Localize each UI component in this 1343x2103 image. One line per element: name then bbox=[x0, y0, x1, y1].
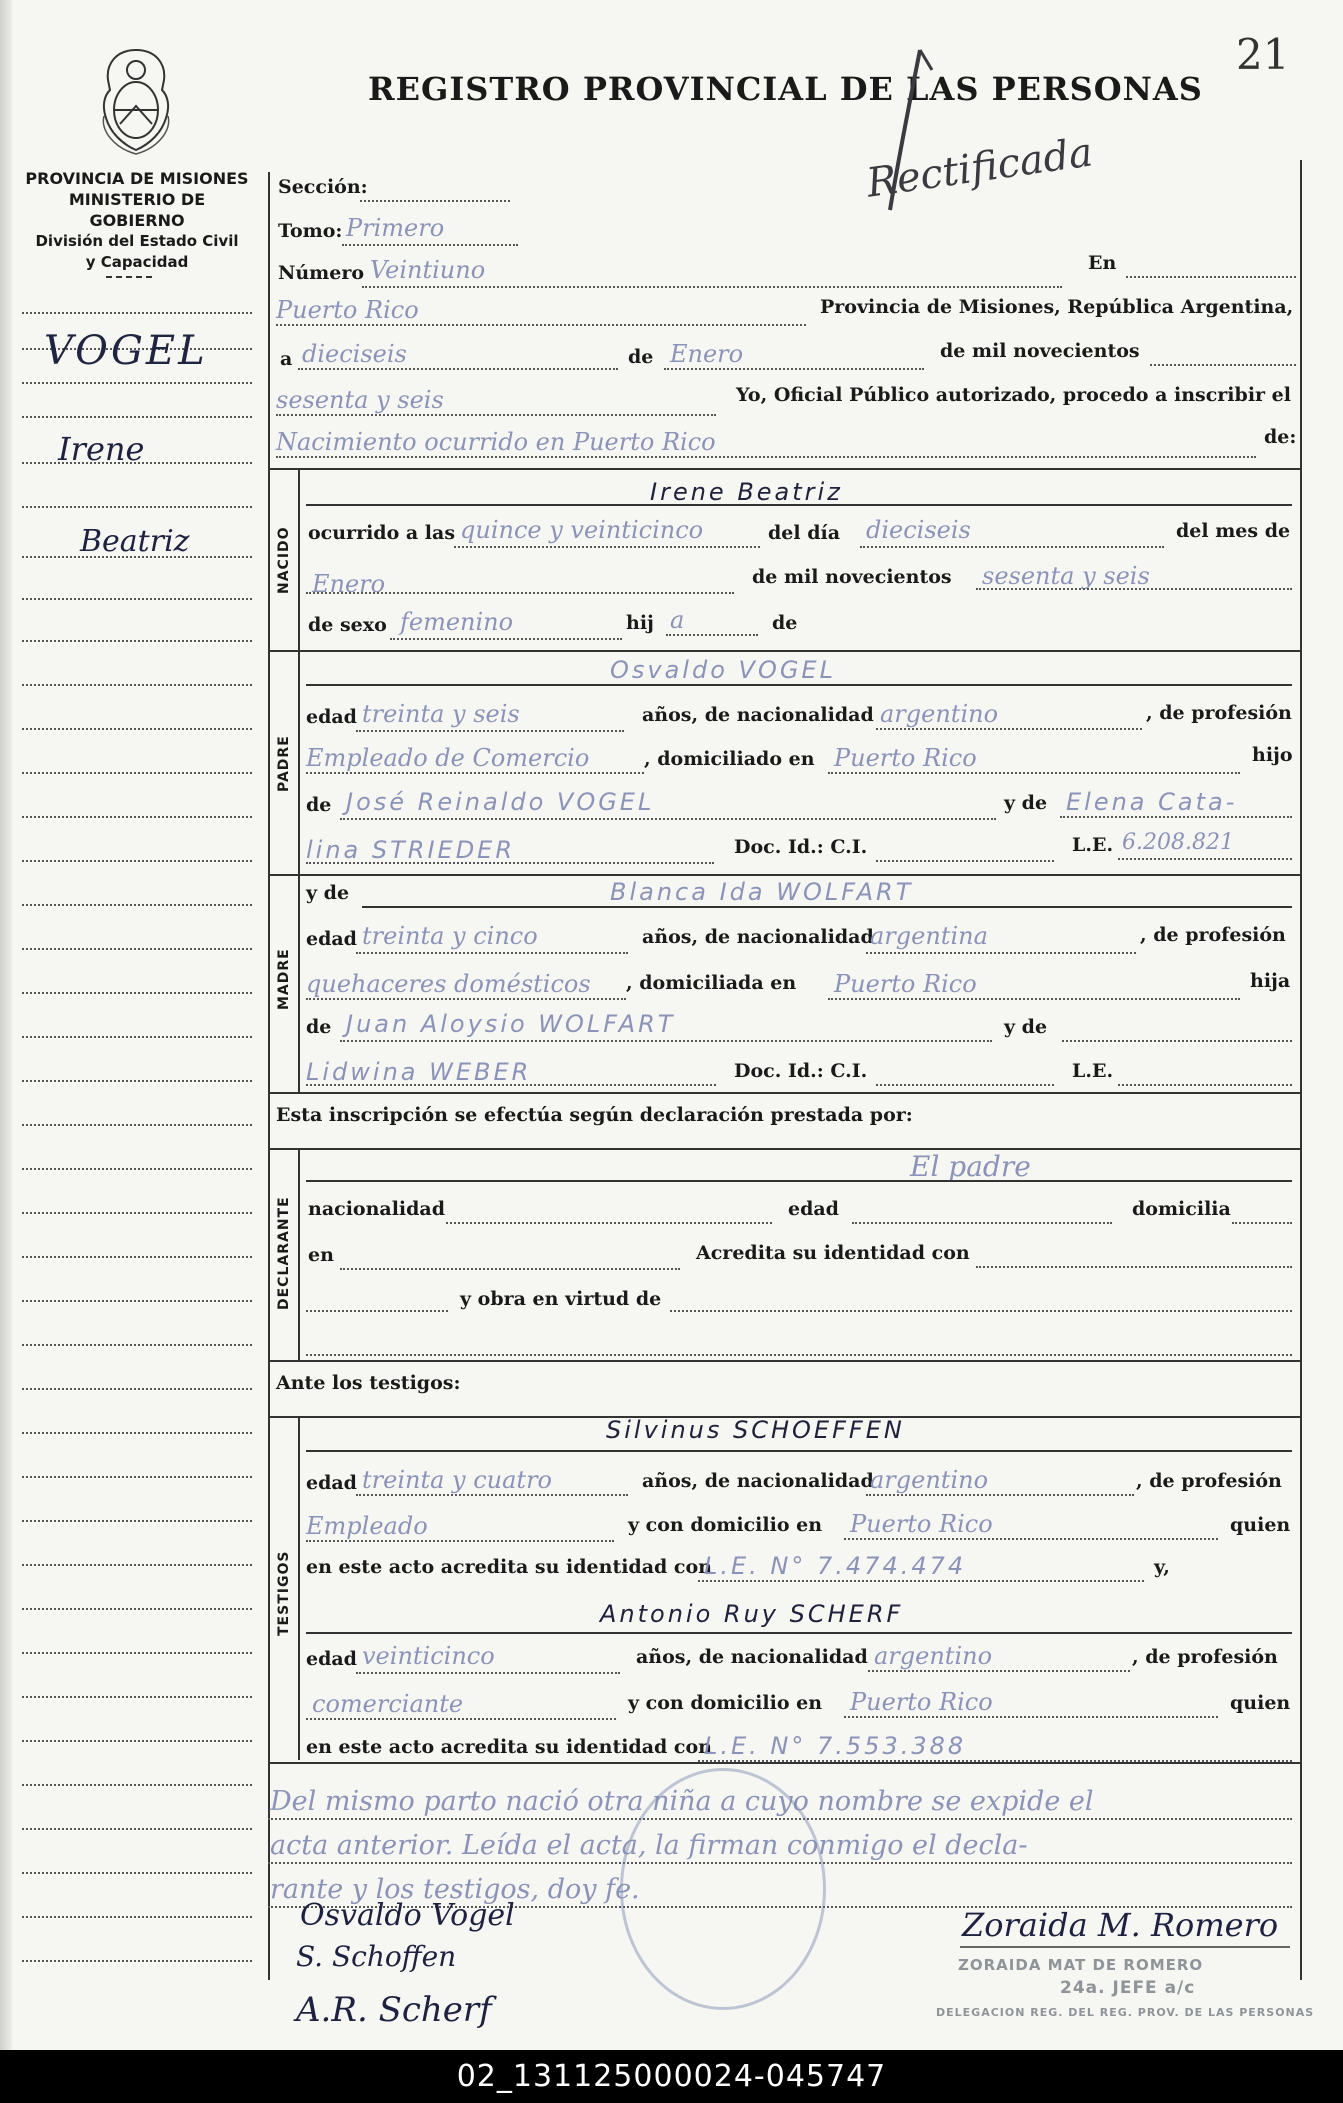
place-value: Puerto Rico bbox=[276, 296, 419, 324]
padre-edad-label: edad bbox=[306, 706, 357, 728]
testigos-section-label: TESTIGOS bbox=[276, 1550, 292, 1636]
madre-doc-label: Doc. Id.: C.I. bbox=[734, 1060, 868, 1082]
testigo1-domicilio-value: Puerto Rico bbox=[850, 1510, 993, 1538]
padre-domicilio-value: Puerto Rico bbox=[834, 744, 977, 772]
nacido-mil-label: de mil novecientos bbox=[752, 566, 952, 588]
padre-domicilio-label: , domiciliado en bbox=[644, 748, 815, 770]
testigo1-profesion-label: , de profesión bbox=[1136, 1470, 1282, 1492]
notes-line-2: acta anterior. Leída el acta, la firman conmigo el decla- bbox=[270, 1830, 1028, 1861]
nacido-sexo-label: de sexo bbox=[308, 614, 387, 636]
testigo1-y-label: y, bbox=[1154, 1556, 1170, 1578]
nacido-ocurrido-label: ocurrido a las bbox=[308, 522, 456, 544]
signature-declarante: Osvaldo Vogel bbox=[300, 1898, 515, 1933]
madre-section-label: MADRE bbox=[276, 948, 292, 1010]
margin-first-name: Irene bbox=[58, 430, 145, 468]
testigo2-id-value: L.E. N° 7.553.388 bbox=[704, 1732, 967, 1760]
binding-edge bbox=[0, 0, 12, 2050]
seal-line-3: DELEGACION REG. DEL REG. PROV. DE LAS PERSONAS bbox=[936, 2006, 1315, 2019]
nacido-hij-label: hij bbox=[626, 612, 654, 634]
padre-hijo-label: hijo bbox=[1252, 744, 1293, 766]
madre-father-value: Juan Aloysio WOLFART bbox=[346, 1010, 676, 1038]
notes-line-1: Del mismo parto nació otra niña a cuyo nombre se expide el bbox=[270, 1786, 1094, 1817]
declarante-en-label: en bbox=[308, 1244, 334, 1266]
testigo1-nacionalidad-value: argentino bbox=[870, 1466, 989, 1494]
page-number: 21 bbox=[1236, 30, 1290, 79]
a-label: a bbox=[280, 348, 293, 370]
margin-middle-name: Beatriz bbox=[80, 524, 190, 559]
margin-surname: VOGEL bbox=[44, 328, 208, 374]
madre-domicilio-label: , domiciliada en bbox=[626, 972, 797, 994]
testigo2-edad-label: edad bbox=[306, 1648, 357, 1670]
form-left-border bbox=[268, 172, 270, 1980]
madre-mother-value: Lidwina WEBER bbox=[306, 1058, 532, 1086]
padre-le-label: L.E. bbox=[1072, 834, 1114, 856]
testigo2-profesion-label: , de profesión bbox=[1132, 1646, 1278, 1668]
numero-value: Veintiuno bbox=[370, 256, 486, 284]
padre-profesion-label: , de profesión bbox=[1146, 702, 1292, 724]
testigo2-quien-label: quien bbox=[1230, 1692, 1291, 1714]
form-right-border bbox=[1300, 160, 1302, 1980]
nacido-de-label: de bbox=[772, 612, 798, 634]
testigo1-name: Silvinus SCHOEFFEN bbox=[606, 1416, 905, 1444]
nacido-name: Irene Beatriz bbox=[650, 478, 843, 506]
signature-testigo-1: S. Schoffen bbox=[296, 1940, 457, 1973]
padre-edad-value: treinta y seis bbox=[362, 700, 520, 728]
madre-profesion-value: quehaceres domésticos bbox=[306, 970, 591, 998]
testigo2-name: Antonio Ruy SCHERF bbox=[600, 1600, 904, 1628]
testigo2-domicilio-value: Puerto Rico bbox=[850, 1688, 993, 1716]
declarante-section-label: DECLARANTE bbox=[276, 1196, 292, 1310]
padre-y-de-label: y de bbox=[1004, 792, 1048, 814]
margin-note-stroke bbox=[870, 40, 960, 220]
nacido-section-label: NACIDO bbox=[276, 526, 292, 594]
agency-rule bbox=[106, 276, 152, 278]
testigo1-acredita-label: en este acto acredita su identidad con bbox=[306, 1556, 712, 1578]
padre-le-value: 6.208.821 bbox=[1122, 830, 1234, 855]
signature-oficial: Zoraida M. Romero bbox=[962, 1906, 1279, 1944]
declarante-acredita-label: Acredita su identidad con bbox=[696, 1242, 970, 1264]
nacido-day-value: dieciseis bbox=[866, 516, 971, 544]
provincia-text: Provincia de Misiones, República Argentina, bbox=[820, 296, 1294, 318]
padre-father-value: José Reinaldo VOGEL bbox=[346, 788, 655, 816]
notes-line-3: rante y los testigos, doy fe. bbox=[270, 1874, 640, 1905]
agency-line-2: MINISTERIO DE GOBIERNO bbox=[68, 190, 206, 230]
registry-year-value: sesenta y seis bbox=[276, 386, 444, 414]
padre-mother-value-2: lina STRIEDER bbox=[306, 836, 516, 864]
numero-label: Número bbox=[278, 262, 365, 284]
testigo2-nacionalidad-value: argentino bbox=[874, 1642, 993, 1670]
testigos-intro: Ante los testigos: bbox=[276, 1372, 461, 1394]
nacido-hour-value: quince y veinticinco bbox=[460, 516, 704, 544]
seccion-label: Sección: bbox=[278, 176, 368, 198]
declarante-intro: Esta inscripción se efectúa según declaración prestada por: bbox=[276, 1104, 913, 1126]
de-colon-label: de: bbox=[1264, 426, 1297, 448]
padre-nacionalidad-value: argentino bbox=[880, 700, 999, 728]
oficial-text: Yo, Oficial Público autorizado, procedo a inscribir el bbox=[736, 384, 1291, 406]
agency-line-1: PROVINCIA DE MISIONES bbox=[25, 169, 249, 188]
seal-line-1: ZORAIDA MAT DE ROMERO bbox=[958, 1956, 1204, 1974]
registry-day-value: dieciseis bbox=[302, 340, 407, 368]
testigo2-edad-value: veinticinco bbox=[362, 1642, 495, 1670]
madre-y-de-label-2: y de bbox=[1004, 1016, 1048, 1038]
declarante-name: El padre bbox=[910, 1150, 1031, 1183]
coat-of-arms-emblem bbox=[96, 46, 176, 158]
declarante-edad-label: edad bbox=[788, 1198, 839, 1220]
agency-line-4: y Capacidad bbox=[85, 253, 189, 271]
madre-domicilio-value: Puerto Rico bbox=[834, 970, 977, 998]
signature-testigo-2: A.R. Scherf bbox=[296, 1990, 492, 2030]
acta-value: Nacimiento ocurrido en Puerto Rico bbox=[276, 428, 716, 456]
madre-de-label: de bbox=[306, 1016, 332, 1038]
padre-mother-value-1: Elena Cata- bbox=[1066, 788, 1238, 816]
nacido-month-value: Enero bbox=[312, 570, 386, 598]
testigo1-domicilio-label: y con domicilio en bbox=[628, 1514, 823, 1536]
testigo1-id-value: L.E. N° 7.474.474 bbox=[704, 1552, 967, 1580]
nacido-del-mes-label: del mes de bbox=[1176, 520, 1291, 542]
nacido-hij-value: a bbox=[670, 606, 685, 634]
declarante-nacionalidad-label: nacionalidad bbox=[308, 1198, 446, 1220]
declarante-domicilia-label: domicilia bbox=[1132, 1198, 1231, 1220]
agency-header bbox=[22, 168, 252, 273]
nacido-sexo-value: femenino bbox=[400, 608, 514, 636]
testigo1-edad-label: edad bbox=[306, 1472, 357, 1494]
padre-profesion-value: Empleado de Comercio bbox=[306, 744, 590, 772]
madre-edad-value: treinta y cinco bbox=[362, 922, 538, 950]
image-id-footer: 02_131125000024-045747 bbox=[0, 2050, 1343, 2103]
testigo2-anos-label: años, de nacionalidad bbox=[636, 1646, 868, 1668]
testigo1-profesion-value: Empleado bbox=[306, 1512, 428, 1540]
agency-line-3: División del Estado Civil bbox=[35, 232, 239, 250]
testigo2-domicilio-label: y con domicilio en bbox=[628, 1692, 823, 1714]
padre-anos-label: años, de nacionalidad bbox=[642, 704, 874, 726]
madre-nacionalidad-value: argentina bbox=[870, 922, 988, 950]
document-title: REGISTRO PROVINCIAL DE LAS PERSONAS bbox=[368, 70, 1203, 108]
padre-section-label: PADRE bbox=[276, 735, 292, 792]
testigo1-anos-label: años, de nacionalidad bbox=[642, 1470, 874, 1492]
testigo1-quien-label: quien bbox=[1230, 1514, 1291, 1536]
madre-profesion-label: , de profesión bbox=[1140, 924, 1286, 946]
registry-mil-label: de mil novecientos bbox=[940, 340, 1140, 362]
madre-name: Blanca Ida WOLFART bbox=[610, 878, 914, 906]
padre-name: Osvaldo VOGEL bbox=[610, 656, 836, 684]
nacido-del-dia-label: del día bbox=[768, 522, 841, 544]
registry-de-label: de bbox=[628, 346, 654, 368]
margin-note-rectificada: Rectificada bbox=[863, 129, 1096, 207]
madre-le-label: L.E. bbox=[1072, 1060, 1114, 1082]
madre-hija-label: hija bbox=[1250, 970, 1291, 992]
testigo2-profesion-value: comerciante bbox=[312, 1690, 464, 1718]
tomo-label: Tomo: bbox=[278, 220, 343, 242]
madre-edad-label: edad bbox=[306, 928, 357, 950]
padre-de-label: de bbox=[306, 794, 332, 816]
testigo1-edad-value: treinta y cuatro bbox=[362, 1466, 552, 1494]
nacido-year-value: sesenta y seis bbox=[982, 562, 1150, 590]
tomo-value: Primero bbox=[346, 214, 445, 242]
official-round-stamp bbox=[620, 1768, 826, 2010]
declarante-obra-label: y obra en virtud de bbox=[460, 1288, 662, 1310]
registry-month-value: Enero bbox=[670, 340, 744, 368]
en-label: En bbox=[1088, 252, 1117, 274]
madre-y-de-label: y de bbox=[306, 882, 350, 904]
madre-anos-label: años, de nacionalidad bbox=[642, 926, 874, 948]
padre-doc-label: Doc. Id.: C.I. bbox=[734, 836, 868, 858]
testigo2-acredita-label: en este acto acredita su identidad con bbox=[306, 1736, 712, 1758]
seal-line-2: 24a. JEFE a/c bbox=[1060, 1978, 1196, 1998]
